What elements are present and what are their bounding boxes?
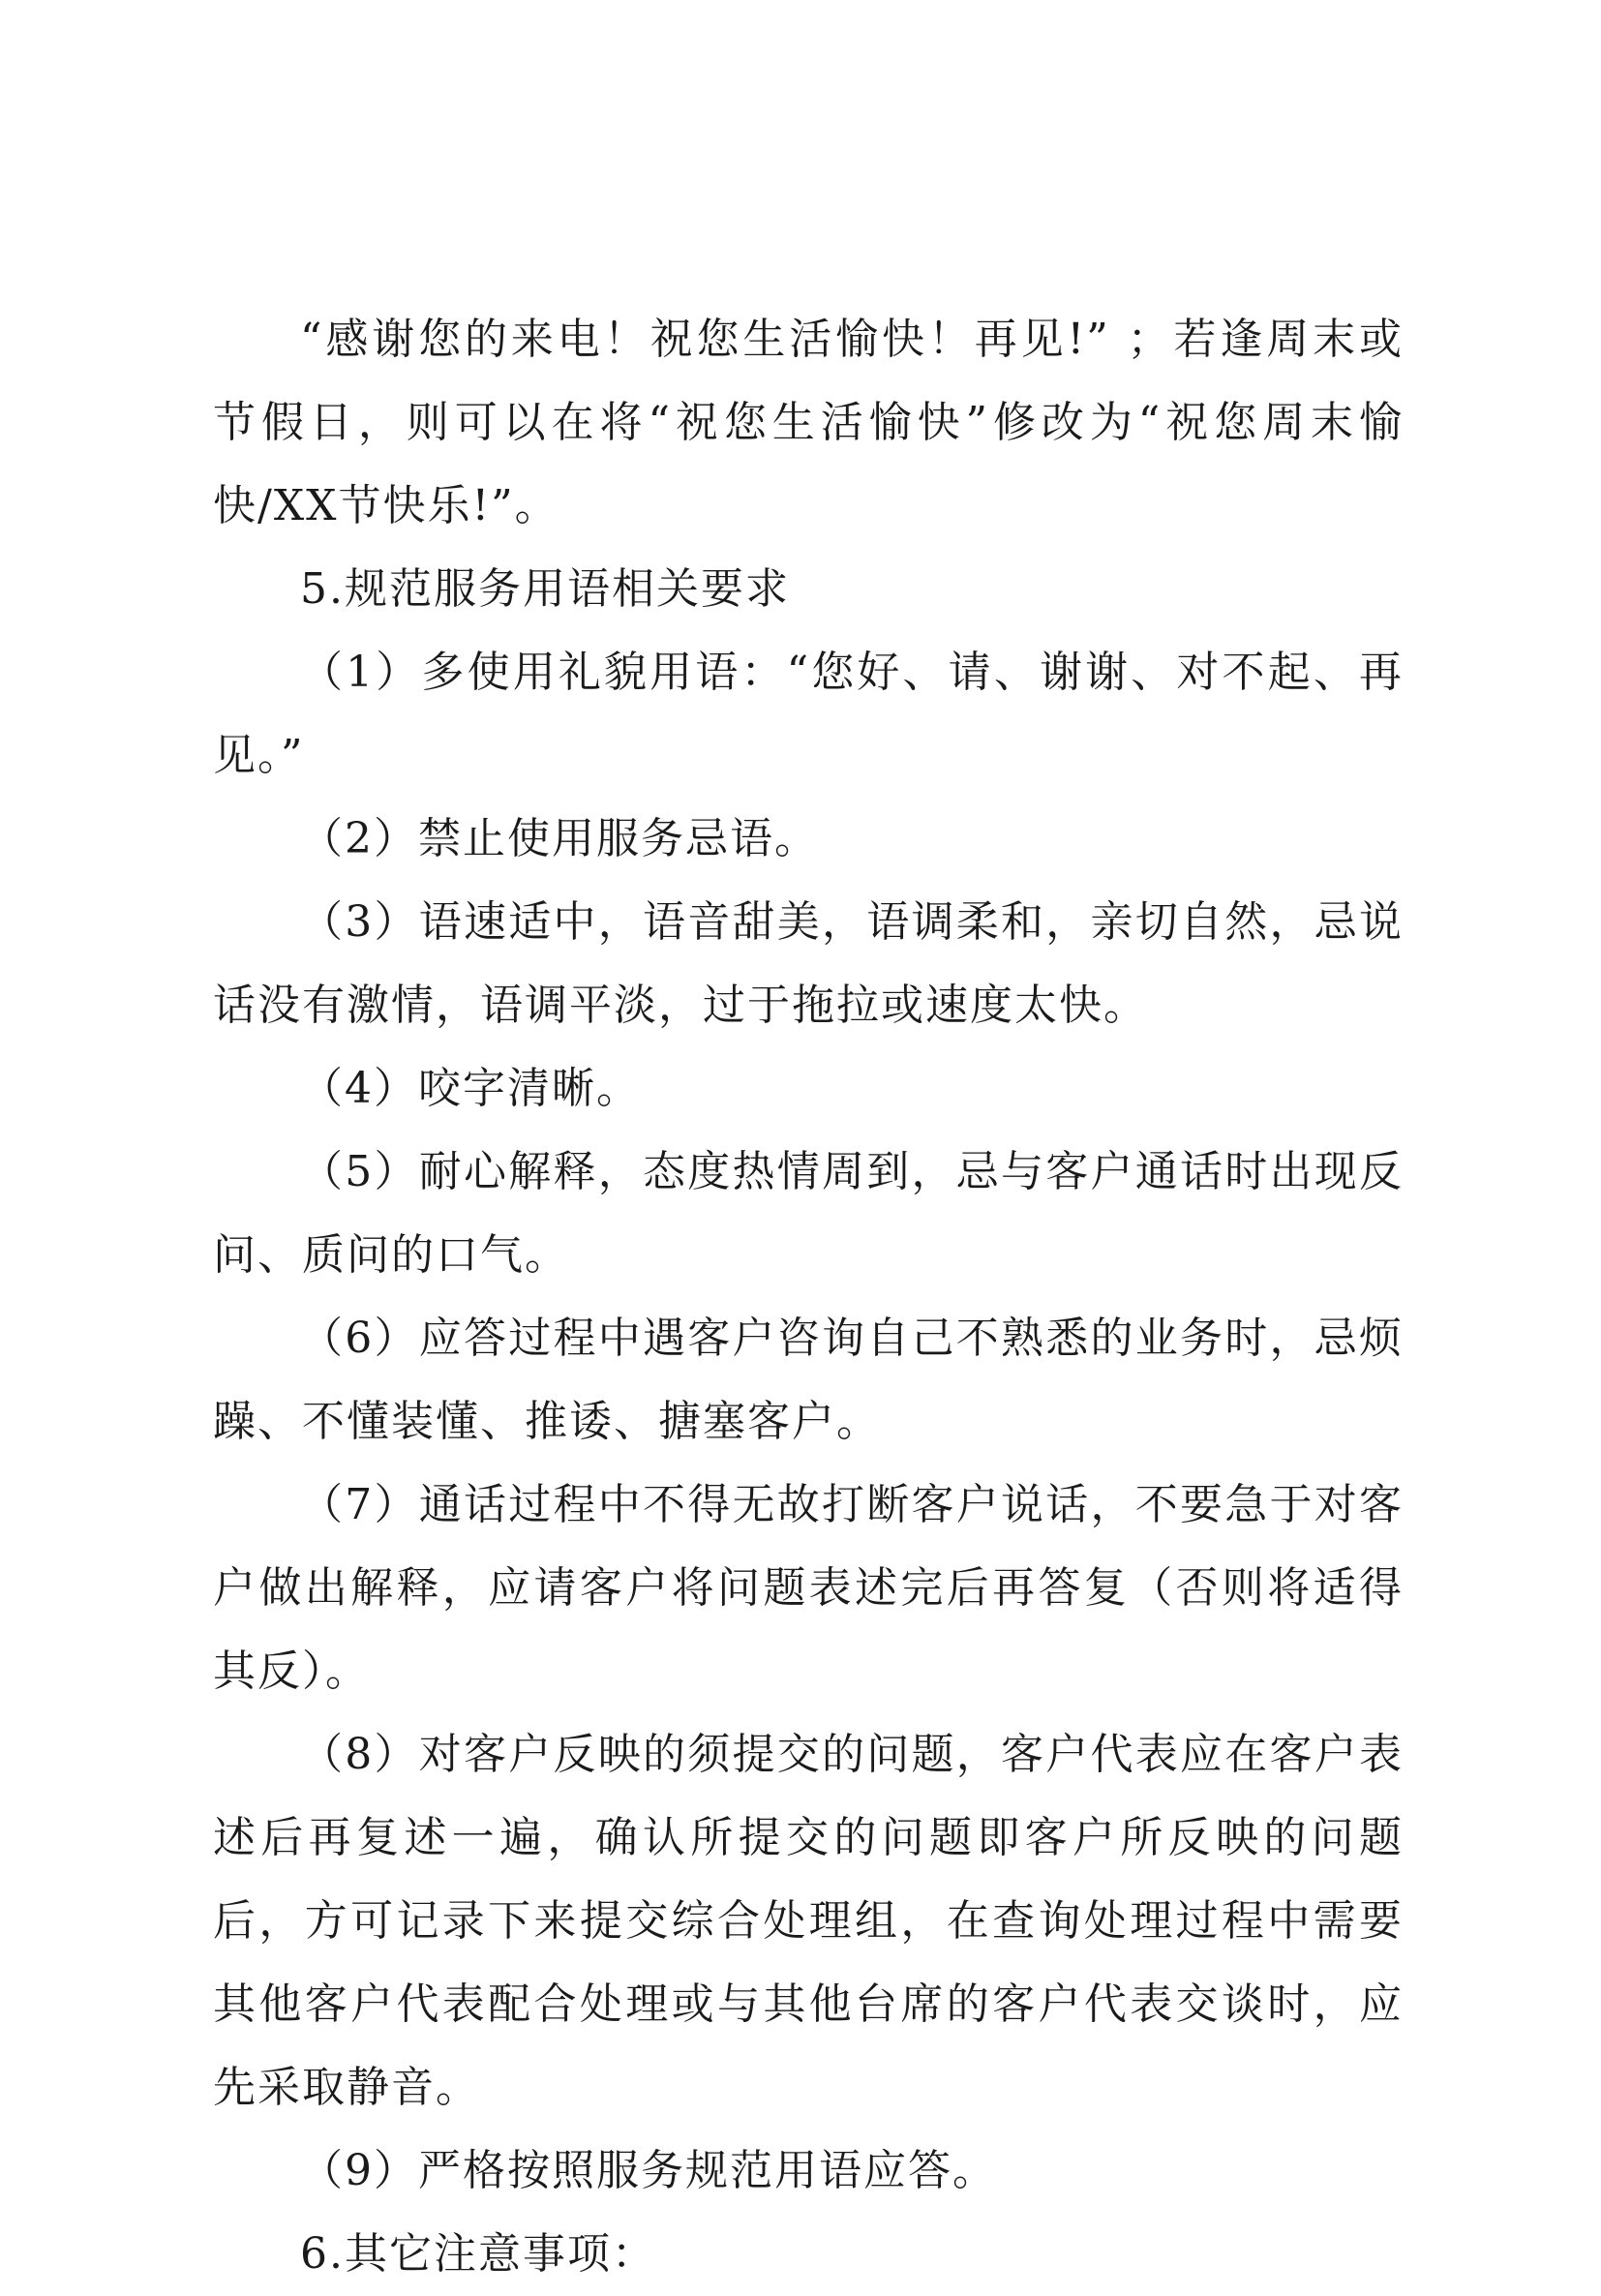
- requirement-item-6: （6）应答过程中遇客户咨询自己不熟悉的业务时，忌烦躁、不懂装懂、推诿、搪塞客户。: [213, 1314, 1404, 1446]
- requirement-item-9: （9）严格按照服务规范用语应答。: [300, 2146, 997, 2195]
- requirement-item-4: （4）咬字清晰。: [300, 1064, 641, 1113]
- requirement-item-7: （7）通话过程中不得无故打断客户说话，不要急于对客户做出解释，应请客户将问题表述完后再答复（否则将适得其反）。: [213, 1480, 1404, 1696]
- requirement-item-2: （2）禁止使用服务忌语。: [300, 814, 819, 863]
- section-heading-6: 6.其它注意事项：: [300, 2229, 656, 2279]
- paragraph-closing-greeting: “感谢您的来电！祝您生活愉快！再见!” ；若逢周末或节假日，则可以在将“祝您生活愉快”修改为“祝您周末愉快/XX节快乐!”。: [213, 315, 1404, 530]
- requirement-item-8: （8）对客户反映的须提交的问题，客户代表应在客户表述后再复述一遍，确认所提交的问题即客户所反映的问题后，方可记录下来提交综合处理组，在查询处理过程中需要其他客户代表配合处理或与其他台席的客户代表交谈时，应先采取静音。: [213, 1730, 1404, 2112]
- requirement-item-1: （1）多使用礼貌用语：“您好、请、谢谢、对不起、再见。”: [213, 648, 1404, 780]
- section-heading-5: 5.规范服务用语相关要求: [300, 564, 790, 614]
- requirement-item-3: （3）语速适中，语音甜美，语调柔和，亲切自然，忌说话没有激情，语调平淡，过于拖拉或速度太快。: [213, 897, 1404, 1030]
- document-body: [213, 298, 1404, 2296]
- requirement-item-5: （5）耐心解释，态度热情周到，忌与客户通话时出现反问、质问的口气。: [213, 1147, 1404, 1280]
